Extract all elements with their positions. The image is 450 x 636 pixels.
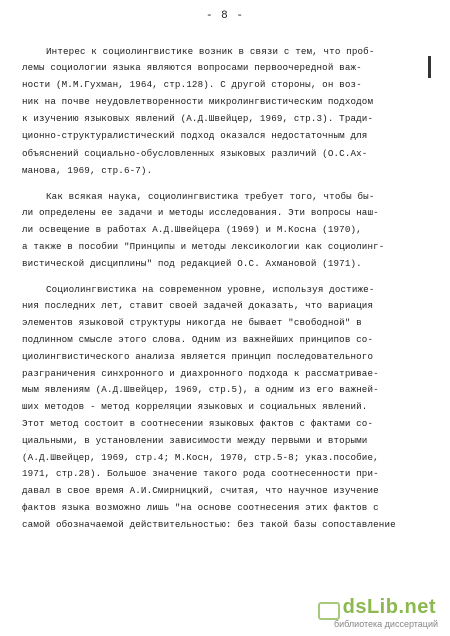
margin-mark — [428, 56, 431, 78]
watermark-logo: dsLib.net — [342, 596, 436, 618]
watermark[interactable] — [312, 596, 442, 630]
text-line: подлинном смысле этого слова. Одним из важнейших принципов со- — [22, 334, 374, 345]
text-line: лемы социологии языка являются вопросами первоочередной важ- — [22, 62, 362, 73]
text-line: мым явлениям (А.Д.Швейцер, 1969, стр.5), а одним из его важней- — [22, 384, 379, 395]
text-line: ших методов - метод корреляции языковых и социальных явлений. — [22, 401, 368, 412]
text-line: ционно-структуралистический подход оказался недостаточным для — [22, 130, 368, 141]
text-line: вистической дисциплины" под редакцией О.С. Ахмановой (1971). — [22, 258, 362, 269]
text-line: Интерес к социолингвистике возник в связи с тем, что проб- — [46, 46, 375, 57]
text-line: 1971, стр.28). Большое значение такого рода соотнесенности при- — [22, 468, 379, 479]
text-line: давал в свое время А.И.Смирницкий, считая, что научное изучение — [22, 485, 379, 496]
page-number: - 8 - — [205, 10, 244, 22]
text-line: ник на почве неудовлетворенности микролингвистическим подходом — [22, 96, 374, 107]
text-line: разграничения синхронного и диахронного подхода к рассматривае- — [22, 368, 379, 379]
text-line: ности (М.М.Гухман, 1964, стр.128). С другой стороны, он воз- — [22, 79, 362, 90]
text-line: (А.Д.Швейцер, 1969, стр.4; М.Косн, 1970, стр.5-8; указ.пособие, — [22, 452, 379, 463]
text-line: ли определены ее задачи и методы исследования. Эти вопросы наш- — [22, 207, 379, 218]
text-line: Этот метод состоит в соотнесении языковых фактов с фактами со- — [22, 418, 374, 429]
text-line: Социолингвистика на современном уровне, используя достиже- — [46, 284, 375, 295]
text-line: манова, 1969, стр.6-7). — [22, 165, 153, 176]
text-line: ли освещение в работах А.Д.Швейцера (1969) и М.Косна (1970), — [22, 224, 362, 235]
book-icon — [318, 602, 340, 620]
text-line: а также в пособии "Принципы и методы лексикологии как социолинг- — [22, 241, 385, 252]
text-line: к изучению языковых явлений (А.Д.Швейцер, 1969, стр.3). Тради- — [22, 113, 374, 124]
text-line: Как всякая наука, социолингвистика требует того, чтобы бы- — [46, 191, 375, 202]
watermark-subtitle: библиотека диссертаций — [333, 619, 438, 629]
text-line: фактов языка возможно лишь "на основе соотнесения этих фактов с — [22, 502, 379, 513]
text-line: самой обозначаемой действительностью: без такой базы сопоставление — [22, 519, 396, 530]
text-line: ния последних лет, ставит своей задачей доказать, что вариация — [22, 300, 374, 311]
text-line: циолингвистического анализа является принцип последовательного — [22, 351, 374, 362]
text-line: элементов языковой структуры никогда не бывает "свободной" в — [22, 317, 362, 328]
text-line: циальными, в установлении зависимости между первыми и вторыми — [22, 435, 368, 446]
text-line: объяснений социально-обусловленных языковых различий (О.С.Ах- — [22, 148, 368, 159]
